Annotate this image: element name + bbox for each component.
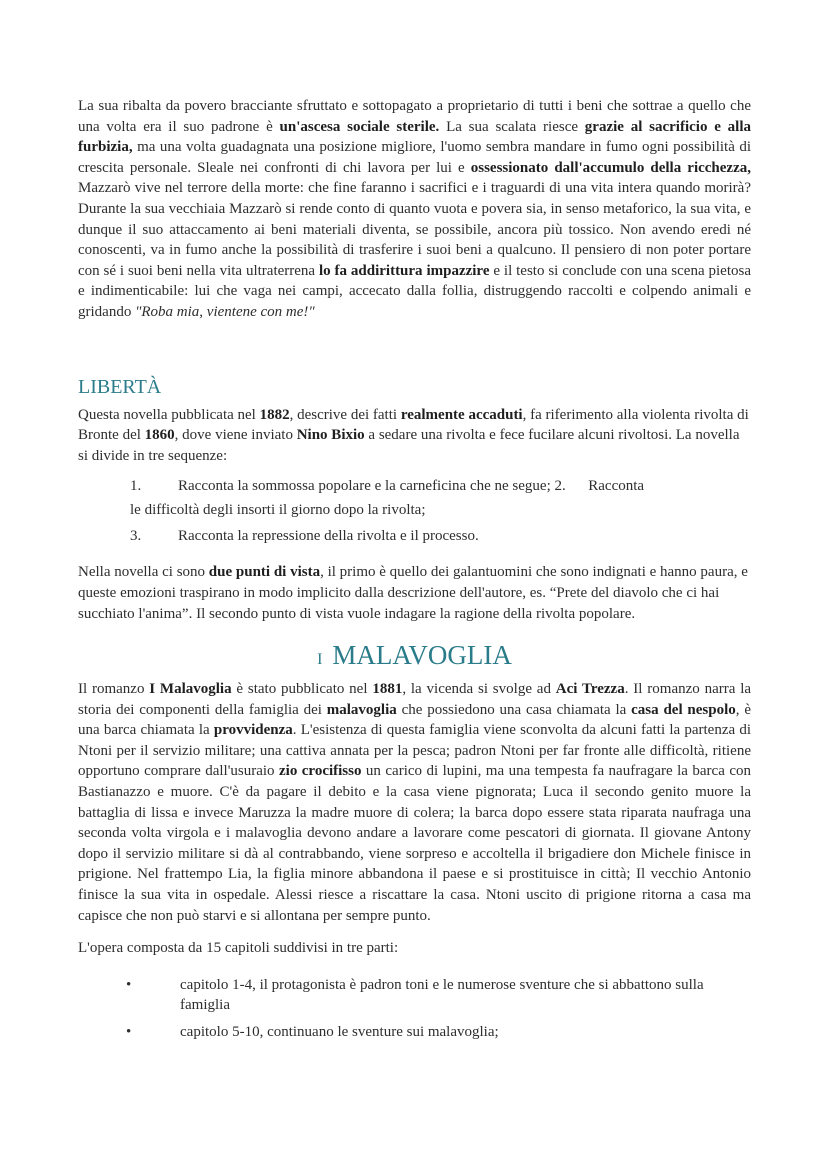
- bold-run: realmente accaduti: [400, 406, 523, 423]
- paragraph-opera: L'opera composta da 15 capitoli suddivisi in tre parti:: [78, 940, 399, 957]
- text-run: . L'esistenza di questa famiglia viene sconvolta da alcuni fatti la partenza di Ntoni per il servizio militare; una cattiva annata per la pesca; padron Ntoni per far fronte alle difficoltà, ritiene opportuno comprare dall'usuraio: [78, 722, 751, 780]
- text-run: un carico di lupini, ma una tempesta fa naufragare la barca con Bastianazzo e muore. C'è da pagare il debito e la casa viene pignorata; Luca il secondo genito muore la battaglia di lissa e invece Maruzza la madre muore di colera; la barca dopo essere stata riparata naufraga una seconda volta virgola e i malavoglia devono andare a lavorare come pescatori di giornata. Il giovane Antony dopo il servizio militare si dà al contrabbando, viene sorpreso e accoltella il brigadiere don Michele finisce in prigione. Nel frattempo Lia, la figlia minore abbandona il paese e si prostituisce in città; Il vecchio Antonio finisce la sua vita in ospedale. Alessi riesce a riscattare la casa. Ntoni uscito di prigione ritorna a casa ma capisce che non può starvi e si allontana per sempre punto.: [78, 763, 751, 924]
- text-run: , descrive dei fatti: [289, 406, 401, 423]
- text-run: a sedare una rivolta e fece fucilare alcuni rivoltosi. La novella si divide in tre sequenze:: [78, 427, 740, 464]
- chapter-list: [126, 975, 751, 1043]
- bold-run: un'ascesa sociale sterile.: [279, 118, 440, 135]
- bold-run: due punti di vista: [208, 564, 321, 581]
- sequence-list: [130, 474, 751, 548]
- bold-run: ossessionato dall'accumulo della ricchezza,: [470, 159, 751, 176]
- heading-prefix: I: [317, 651, 323, 669]
- bold-run: Nino Bixio: [296, 427, 365, 444]
- paragraph-mazzaro: [78, 96, 751, 323]
- bold-run: lo fa addirittura impazzire: [318, 262, 490, 279]
- italic-run: "Roba mia, vientene con me!": [135, 303, 315, 320]
- text-run: La sua ribalta da povero bracciante sfruttato e sottopagato a proprietario di tutti i beni che sottrae a quello che una volta era il suo padrone è: [78, 98, 751, 135]
- text-run: , il primo è quello dei galantuomini che sono indignati e hanno paura, e queste emozioni traspirano in modo implicito dalla descrizione dell'autore, es. “Prete del diavolo che ci hai succhiato l'anima”. Il secondo punto di vista vuole indagare la ragione della rivolta popolare.: [78, 564, 748, 622]
- text-run: , è una barca chiamata la: [78, 701, 751, 739]
- text-run: Il romanzo: [78, 681, 150, 698]
- bold-run: 1860: [144, 427, 175, 444]
- sequence-item-2: [78, 498, 751, 522]
- text-run: , dove viene inviato: [174, 427, 297, 444]
- paragraph-malavoglia: [78, 679, 751, 926]
- text-run: , la vicenda si svolge ad: [402, 681, 556, 698]
- text-run: ma una volta guadagnata una posizione migliore, l'uomo sembra mandare in fumo ogni possibilità di crescita personale. Sleale nei confronti di chi lavora per lui e: [78, 139, 751, 176]
- section-heading-liberta: LIBERTÀ: [78, 375, 162, 398]
- bold-run: 1881: [372, 681, 403, 698]
- list-item-text: capitolo 1-4, il protagonista è padron toni e le numerose sventure che si abbattono sulla famiglia: [180, 976, 704, 1014]
- text-run: . Il romanzo narra la storia dei componenti della famiglia dei: [78, 681, 752, 718]
- bullet-icon: •: [126, 976, 132, 993]
- sequence-text: le difficoltà degli insorti il giorno dopo la rivolta;: [130, 502, 426, 519]
- text-run: Questa novella pubblicata nel: [78, 406, 260, 423]
- sequence-text: Racconta: [588, 478, 645, 495]
- text-run: Nella novella ci sono: [78, 564, 209, 581]
- list-item: [126, 975, 751, 1016]
- text-run: Mazzarò vive nel terrore della morte: che fine faranno i sacrifici e i traguardi di una vita intera quando morirà? Durante la sua vecchiaia Mazzarò si rende conto di quanto vuota e povera sia, in senso metaforico, la sua vita, e dunque il suo attaccamento ai beni materiali diventa, se possibile, ancora più tossico. Non avendo eredi né conoscenti, va in fumo anche la possibilità di trasferire i suoi beni a qualcuno. Il pensiero di non poter portare con sé i suoi beni nella vita ultraterrena: [78, 180, 751, 279]
- text-run: è stato pubblicato nel: [231, 681, 373, 698]
- paragraph-punti-di-vista: [78, 562, 751, 624]
- sequence-number: 3.: [130, 528, 142, 545]
- text-run: e il testo si conclude con una scena pietosa e indimenticabile: lui che vaga nei campi, accecato dalla follia, distruggendo raccolti e colpendo animali e gridando: [78, 262, 751, 320]
- list-item: [126, 1022, 751, 1043]
- sequence-number: 1.: [130, 478, 142, 495]
- sequence-text: Racconta la sommossa popolare e la carneficina che ne segue; 2.: [178, 478, 566, 495]
- sequence-item-1: [130, 474, 751, 498]
- bold-run: 1882: [259, 406, 290, 423]
- sequence-item-3: [130, 524, 751, 548]
- bold-run: malavoglia: [326, 701, 397, 718]
- bold-run: Aci Trezza: [555, 681, 625, 698]
- sequence-text: Racconta la repressione della rivolta e il processo.: [178, 528, 479, 545]
- text-run: La sua scalata riesce: [439, 118, 585, 135]
- bold-run: I Malavoglia: [149, 681, 232, 698]
- bold-run: provvidenza: [213, 722, 293, 739]
- bold-run: grazie al sacrificio e alla furbizia,: [78, 118, 751, 156]
- liberta-intro: [78, 405, 751, 467]
- bold-run: zio crocifisso: [279, 763, 362, 780]
- text-run: , fa riferimento alla violenta rivolta di Bronte del: [78, 406, 749, 444]
- section-heading-malavoglia: [78, 638, 751, 677]
- heading-text: MALAVOGLIA: [332, 640, 512, 671]
- bullet-icon: •: [126, 1024, 132, 1040]
- bold-run: casa del nespolo: [631, 701, 736, 718]
- document-page: [78, 96, 751, 1049]
- list-item-text: capitolo 5-10, continuano le sventure sui malavoglia;: [180, 1024, 499, 1040]
- text-run: che possiedono una casa chiamata la: [396, 701, 632, 718]
